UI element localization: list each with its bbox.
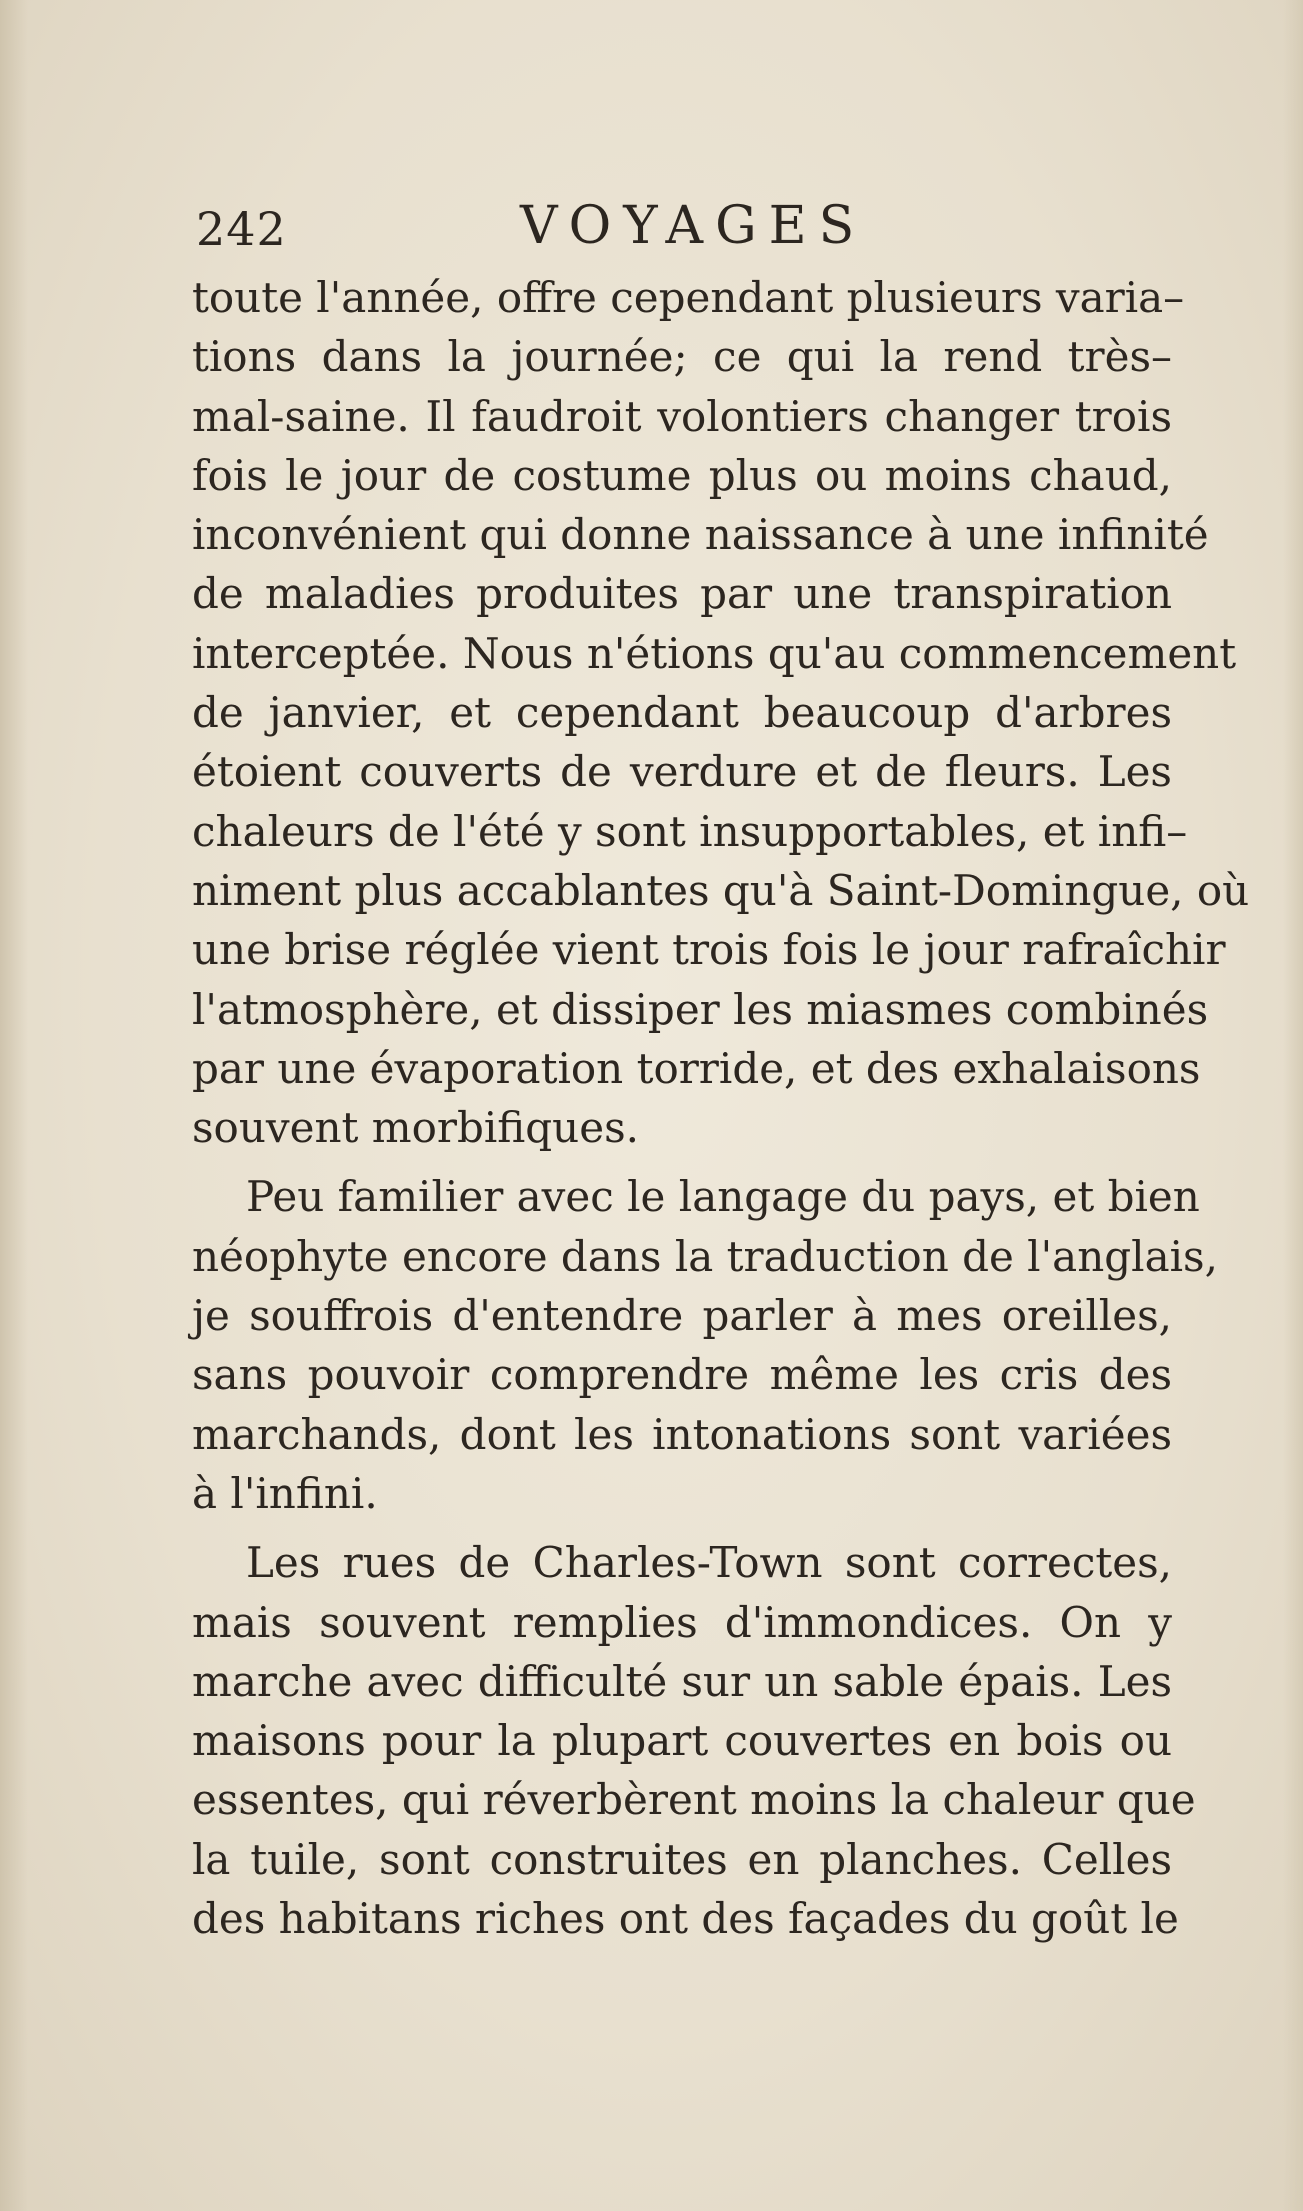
text-line: essentes, qui réverbèrent moins la chaleur que <box>192 1775 1196 1825</box>
text-line: néophyte encore dans la traduction de l'anglais, <box>192 1231 1218 1281</box>
page-edge-shadow <box>0 0 28 2211</box>
text-line: inconvénient qui donne naissance à une infinité <box>192 510 1209 560</box>
running-head <box>196 196 1196 266</box>
text-line: je souffrois d'entendre parler à mes oreilles, <box>192 1291 1172 1341</box>
paragraph-gap <box>192 1157 1172 1167</box>
text-line: mal-saine. Il faudroit volontiers changer trois <box>192 391 1172 441</box>
text-line: une brise réglée vient trois fois le jour rafraîchir <box>192 925 1226 975</box>
page-edge-shadow <box>1283 0 1303 2211</box>
text-line: Peu familier avec le langage du pays, et bien <box>246 1172 1200 1222</box>
text-line: l'atmosphère, et dissiper les miasmes combinés <box>192 984 1209 1034</box>
text-line: étoient couverts de verdure et de fleurs. Les <box>192 747 1172 797</box>
text-line: marche avec difficulté sur un sable épais. Les <box>192 1656 1172 1706</box>
text-line: interceptée. Nous n'étions qu'au commencement <box>192 628 1237 678</box>
text-line: Les rues de Charles-Town sont correctes, <box>246 1538 1172 1588</box>
text-line: toute l'année, offre cependant plusieurs varia– <box>192 273 1185 322</box>
text-line: de maladies produites par une transpiration <box>192 569 1172 619</box>
body-text <box>192 268 1250 1948</box>
text-line: marchands, dont les intonations sont variées <box>192 1409 1172 1459</box>
paragraph-gap <box>192 1523 1172 1533</box>
running-title: VOYAGES <box>520 196 867 256</box>
text-line: tions dans la journée; ce qui la rend très– <box>192 332 1172 382</box>
text-line: maisons pour la plupart couvertes en bois ou <box>192 1716 1172 1766</box>
text-line: souvent morbifiques. <box>192 1103 639 1153</box>
text-line: la tuile, sont construites en planches. Celles <box>192 1834 1172 1884</box>
text-line: à l'infini. <box>192 1468 378 1518</box>
text-line: fois le jour de costume plus ou moins chaud, <box>192 450 1172 500</box>
text-line: des habitans riches ont des façades du goût le <box>192 1894 1179 1944</box>
text-line: par une évaporation torride, et des exhalaisons <box>192 1043 1201 1093</box>
text-line: sans pouvoir comprendre même les cris des <box>192 1350 1172 1400</box>
text-line: de janvier, et cependant beaucoup d'arbres <box>192 688 1172 738</box>
text-line: mais souvent remplies d'immondices. On y <box>192 1597 1172 1647</box>
text-line: chaleurs de l'été y sont insupportables, et infi– <box>192 806 1188 856</box>
text-line: niment plus accablantes qu'à Saint-Domingue, où <box>192 865 1250 915</box>
page-number: 242 <box>196 202 287 256</box>
